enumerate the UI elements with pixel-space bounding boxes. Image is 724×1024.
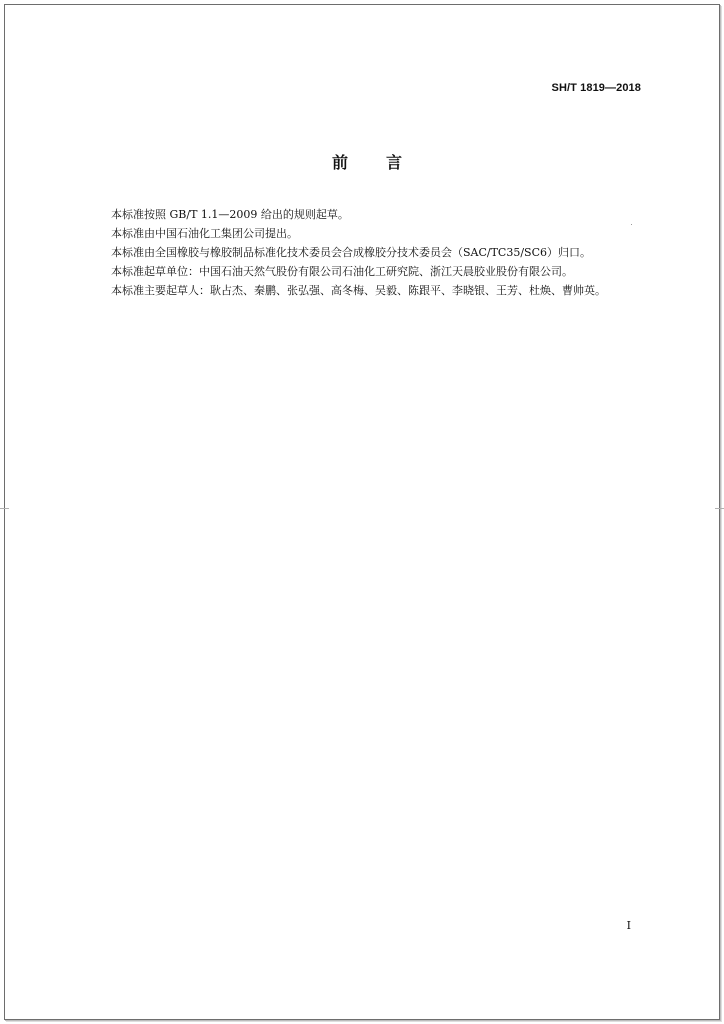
page-number: I bbox=[626, 919, 631, 932]
paragraph-technical-committee: 本标准由全国橡胶与橡胶制品标准化技术委员会合成橡胶分技术委员会（SAC/TC35/SC6）归口。 bbox=[111, 246, 592, 259]
paragraph-drafting-rules: 本标准按照 GB/T 1.1—2009 给出的规则起草。 bbox=[111, 208, 349, 221]
paragraph-drafters: 本标准主要起草人：耿占杰、秦鹏、张弘强、高冬梅、吴毅、陈跟平、李晓银、王芳、杜焕、曹帅英。 bbox=[111, 284, 606, 297]
paragraph-drafting-units: 本标准起草单位：中国石油天然气股份有限公司石油化工研究院、浙江天晨胶业股份有限公司。 bbox=[111, 265, 573, 278]
left-margin-tick bbox=[0, 508, 9, 509]
paragraph-proposer: 本标准由中国石油化工集团公司提出。 bbox=[111, 227, 298, 240]
foreword-body bbox=[89, 205, 652, 300]
right-margin-tick bbox=[715, 508, 724, 509]
page-title: 前言 bbox=[331, 153, 440, 172]
standard-number: SH/T 1819—2018 bbox=[551, 82, 641, 94]
document-page bbox=[4, 4, 720, 1020]
